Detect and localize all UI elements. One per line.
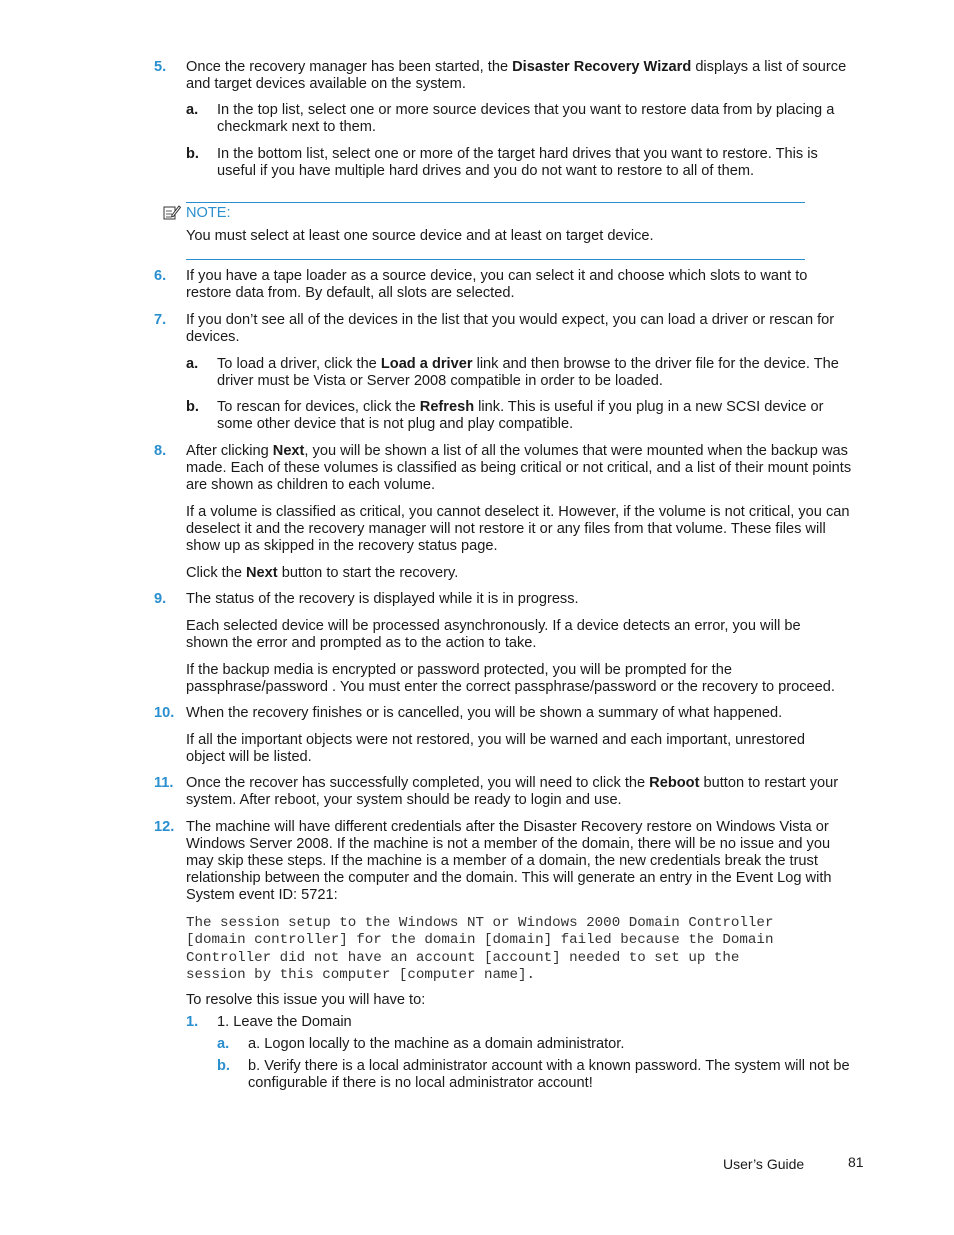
step-text: The machine will have different credentials after the Disaster Recovery restore on Windows Vista or Windows Server 2008. If the machine is not a member of the domain, there will be no issue and you may skip these steps. If the machine is a member of a domain, the new credentials break the trust relationship between the computer and the domain. This will generate an entry in the Event Log with System event ID: 5721: xyxy=(186,819,832,903)
step-text xyxy=(186,775,858,809)
step-number: 10. xyxy=(154,705,175,721)
note-top-rule xyxy=(186,202,805,203)
sub-step-text: In the bottom list, select one or more of the target hard drives that you want to restore. This is useful if you have multiple hard drives and you do not want to restore to all of them. xyxy=(217,146,818,179)
sub-step-text xyxy=(217,356,862,390)
step-text xyxy=(186,59,856,93)
paragraph: If all the important objects were not restored, you will be warned and each important, unrestored object will be listed. xyxy=(186,732,805,765)
bold-term: Next xyxy=(246,565,278,581)
text-span: displays a list of source and target devices available on the system. xyxy=(186,59,847,92)
paragraph xyxy=(186,565,858,582)
bold-term: Next xyxy=(272,443,305,459)
step-text: When the recovery finishes or is cancelled, you will be shown a summary of what happened. xyxy=(186,705,783,721)
text-span: link and then browse to the driver file for the device. The driver must be Vista or Server 2008 compatible in order to be loaded. xyxy=(217,356,839,389)
sub-step-label: b. xyxy=(186,399,199,415)
sub-step-text: a. Logon locally to the machine as a domain administrator. xyxy=(248,1036,625,1052)
note-label: NOTE: xyxy=(186,205,231,221)
text-span: Click the xyxy=(186,565,247,581)
sub-step-text: In the top list, select one or more source devices that you want to restore data from by placing a checkmark next to them. xyxy=(217,102,835,135)
paragraph: If a volume is classified as critical, you cannot deselect it. However, if the volume is not critical, you can deselect it and the recovery manager will not restore it or any files from that volume. These files will show up as skipped in the recovery status page. xyxy=(186,504,850,554)
text-span: To load a driver, click the xyxy=(217,356,381,372)
sub-step-label: b. xyxy=(186,146,199,162)
sub-step-text xyxy=(217,399,857,433)
step-text xyxy=(186,443,858,494)
step-number: 11. xyxy=(154,775,174,791)
note-pencil-icon xyxy=(163,204,181,221)
step-number: 9. xyxy=(154,591,167,607)
step-number: 6. xyxy=(154,268,167,284)
bold-term: Disaster Recovery Wizard xyxy=(512,59,692,75)
text-span: button to start the recovery. xyxy=(277,565,459,581)
step-text: If you have a tape loader as a source device, you can select it and choose which slots to want to restore data from. By default, all slots are selected. xyxy=(186,268,808,301)
sub-step-text: 1. Leave the Domain xyxy=(217,1014,352,1030)
note-bottom-rule xyxy=(186,259,805,260)
step-number: 8. xyxy=(154,443,167,459)
sub-step-label: b. xyxy=(217,1058,230,1074)
step-number: 12. xyxy=(154,819,175,835)
text-span: To rescan for devices, click the xyxy=(217,399,420,415)
footer-guide-title: User’s Guide xyxy=(723,1156,805,1172)
text-span: button to restart your system. After reboot, your system should be ready to login and use. xyxy=(186,775,839,808)
text-span: After clicking xyxy=(186,443,273,459)
text-span: , you will be shown a list of all the volumes that were mounted when the backup was made. Each of these volumes is classified as being critical or not critical, and a list of their mount points are shown as children to each volume. xyxy=(186,443,852,493)
code-line: [domain controller] for the domain [domain] failed because the Domain xyxy=(186,932,774,949)
code-block xyxy=(186,915,773,984)
note-text: You must select at least one source device and at least on target device. xyxy=(186,228,654,244)
paragraph: If the backup media is encrypted or password protected, you will be prompted for the passphrase/password . You must enter the correct passphrase/password or the recovery to proceed. xyxy=(186,662,835,695)
code-line: The session setup to the Windows NT or Windows 2000 Domain Controller xyxy=(186,915,774,931)
step-text: The status of the recovery is displayed while it is in progress. xyxy=(186,591,579,607)
paragraph: Each selected device will be processed asynchronously. If a device detects an error, you will be shown the error and prompted as to the action to take. xyxy=(186,618,801,651)
bold-term: Load a driver xyxy=(380,356,473,372)
sub-step-label: a. xyxy=(217,1036,230,1052)
text-span: Once the recovery manager has been started, the xyxy=(186,59,513,75)
code-line: session by this computer [computer name]. xyxy=(186,966,536,983)
sub-step-number: 1. xyxy=(186,1014,199,1030)
sub-step-label: a. xyxy=(186,356,199,372)
sub-step-text: b. Verify there is a local administrator account with a known password. The system will not be configurable if there is no local administrator account! xyxy=(248,1058,850,1091)
step-number: 5. xyxy=(154,59,167,75)
bold-term: Refresh xyxy=(419,399,475,415)
step-text: If you don’t see all of the devices in the list that you would expect, you can load a driver or rescan for devices. xyxy=(186,312,835,345)
paragraph: To resolve this issue you will have to: xyxy=(186,992,426,1008)
text-span: link. This is useful if you plug in a new SCSI device or some other device that is not plug and play compatible. xyxy=(217,399,824,432)
step-number: 7. xyxy=(154,312,167,328)
sub-step-label: a. xyxy=(186,102,199,118)
bold-term: Reboot xyxy=(649,775,700,791)
page-number: 81 xyxy=(848,1154,864,1170)
code-line: Controller did not have an account [account] needed to set up the xyxy=(186,949,740,966)
text-span: Once the recover has successfully completed, you will need to click the xyxy=(186,775,650,791)
